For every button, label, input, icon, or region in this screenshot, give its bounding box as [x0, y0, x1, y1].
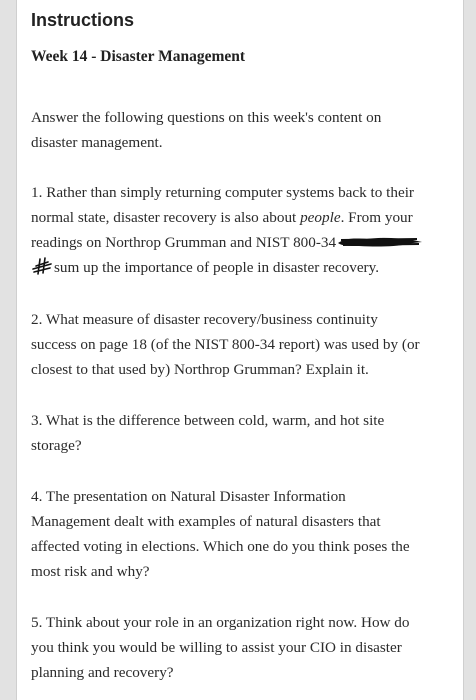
question-1-line: 1. Rather than simply returning computer systems back to their — [31, 184, 414, 201]
page-title: Instructions — [31, 10, 135, 30]
redaction-mark-icon — [337, 236, 423, 248]
question-2-line: closest to that used by) Northrop Grumman? Explain it. — [31, 361, 369, 378]
question-1-line — [31, 255, 451, 280]
question-1 — [31, 180, 451, 280]
question-5-line: planning and recovery? — [31, 664, 174, 681]
intro-line: Answer the following questions on this week's content on — [31, 109, 382, 126]
intro-paragraph — [31, 105, 451, 155]
question-2-line: 2. What measure of disaster recovery/business continuity — [31, 311, 378, 328]
instructions-page — [16, 0, 464, 700]
question-4-line: affected voting in elections. Which one do you think poses the — [31, 538, 410, 555]
question-2-line: success on page 18 (of the NIST 800-34 report) was used by (or — [31, 336, 420, 353]
question-5-line: 5. Think about your role in an organization right now. How do — [31, 614, 410, 631]
question-5-line: you think you would be willing to assist your CIO in disaster — [31, 639, 402, 656]
question-1-text: normal state, disaster recovery is also about — [31, 209, 301, 226]
question-2 — [31, 307, 451, 382]
question-5 — [31, 610, 451, 685]
intro-line: disaster management. — [31, 134, 163, 151]
question-3 — [31, 408, 451, 458]
question-1-text: sum up the importance of people in disaster recovery. — [54, 259, 380, 276]
scribble-mark-icon — [31, 257, 53, 275]
question-4-line: 4. The presentation on Natural Disaster Information — [31, 488, 346, 505]
question-3-line: storage? — [31, 437, 82, 454]
question-1-line — [31, 230, 451, 255]
question-4-line: Management dealt with examples of natural disasters that — [31, 513, 381, 530]
question-1-text: . From your — [340, 209, 413, 226]
question-3-line: 3. What is the difference between cold, warm, and hot site — [31, 412, 385, 429]
question-4 — [31, 484, 451, 584]
emphasis-people: people — [300, 209, 341, 226]
question-1-line — [31, 205, 451, 230]
week-title: Week 14 - Disaster Management — [31, 48, 246, 65]
question-4-line: most risk and why? — [31, 563, 150, 580]
question-1-text: readings on Northrop Grumman and NIST 800-34 — [31, 234, 337, 251]
